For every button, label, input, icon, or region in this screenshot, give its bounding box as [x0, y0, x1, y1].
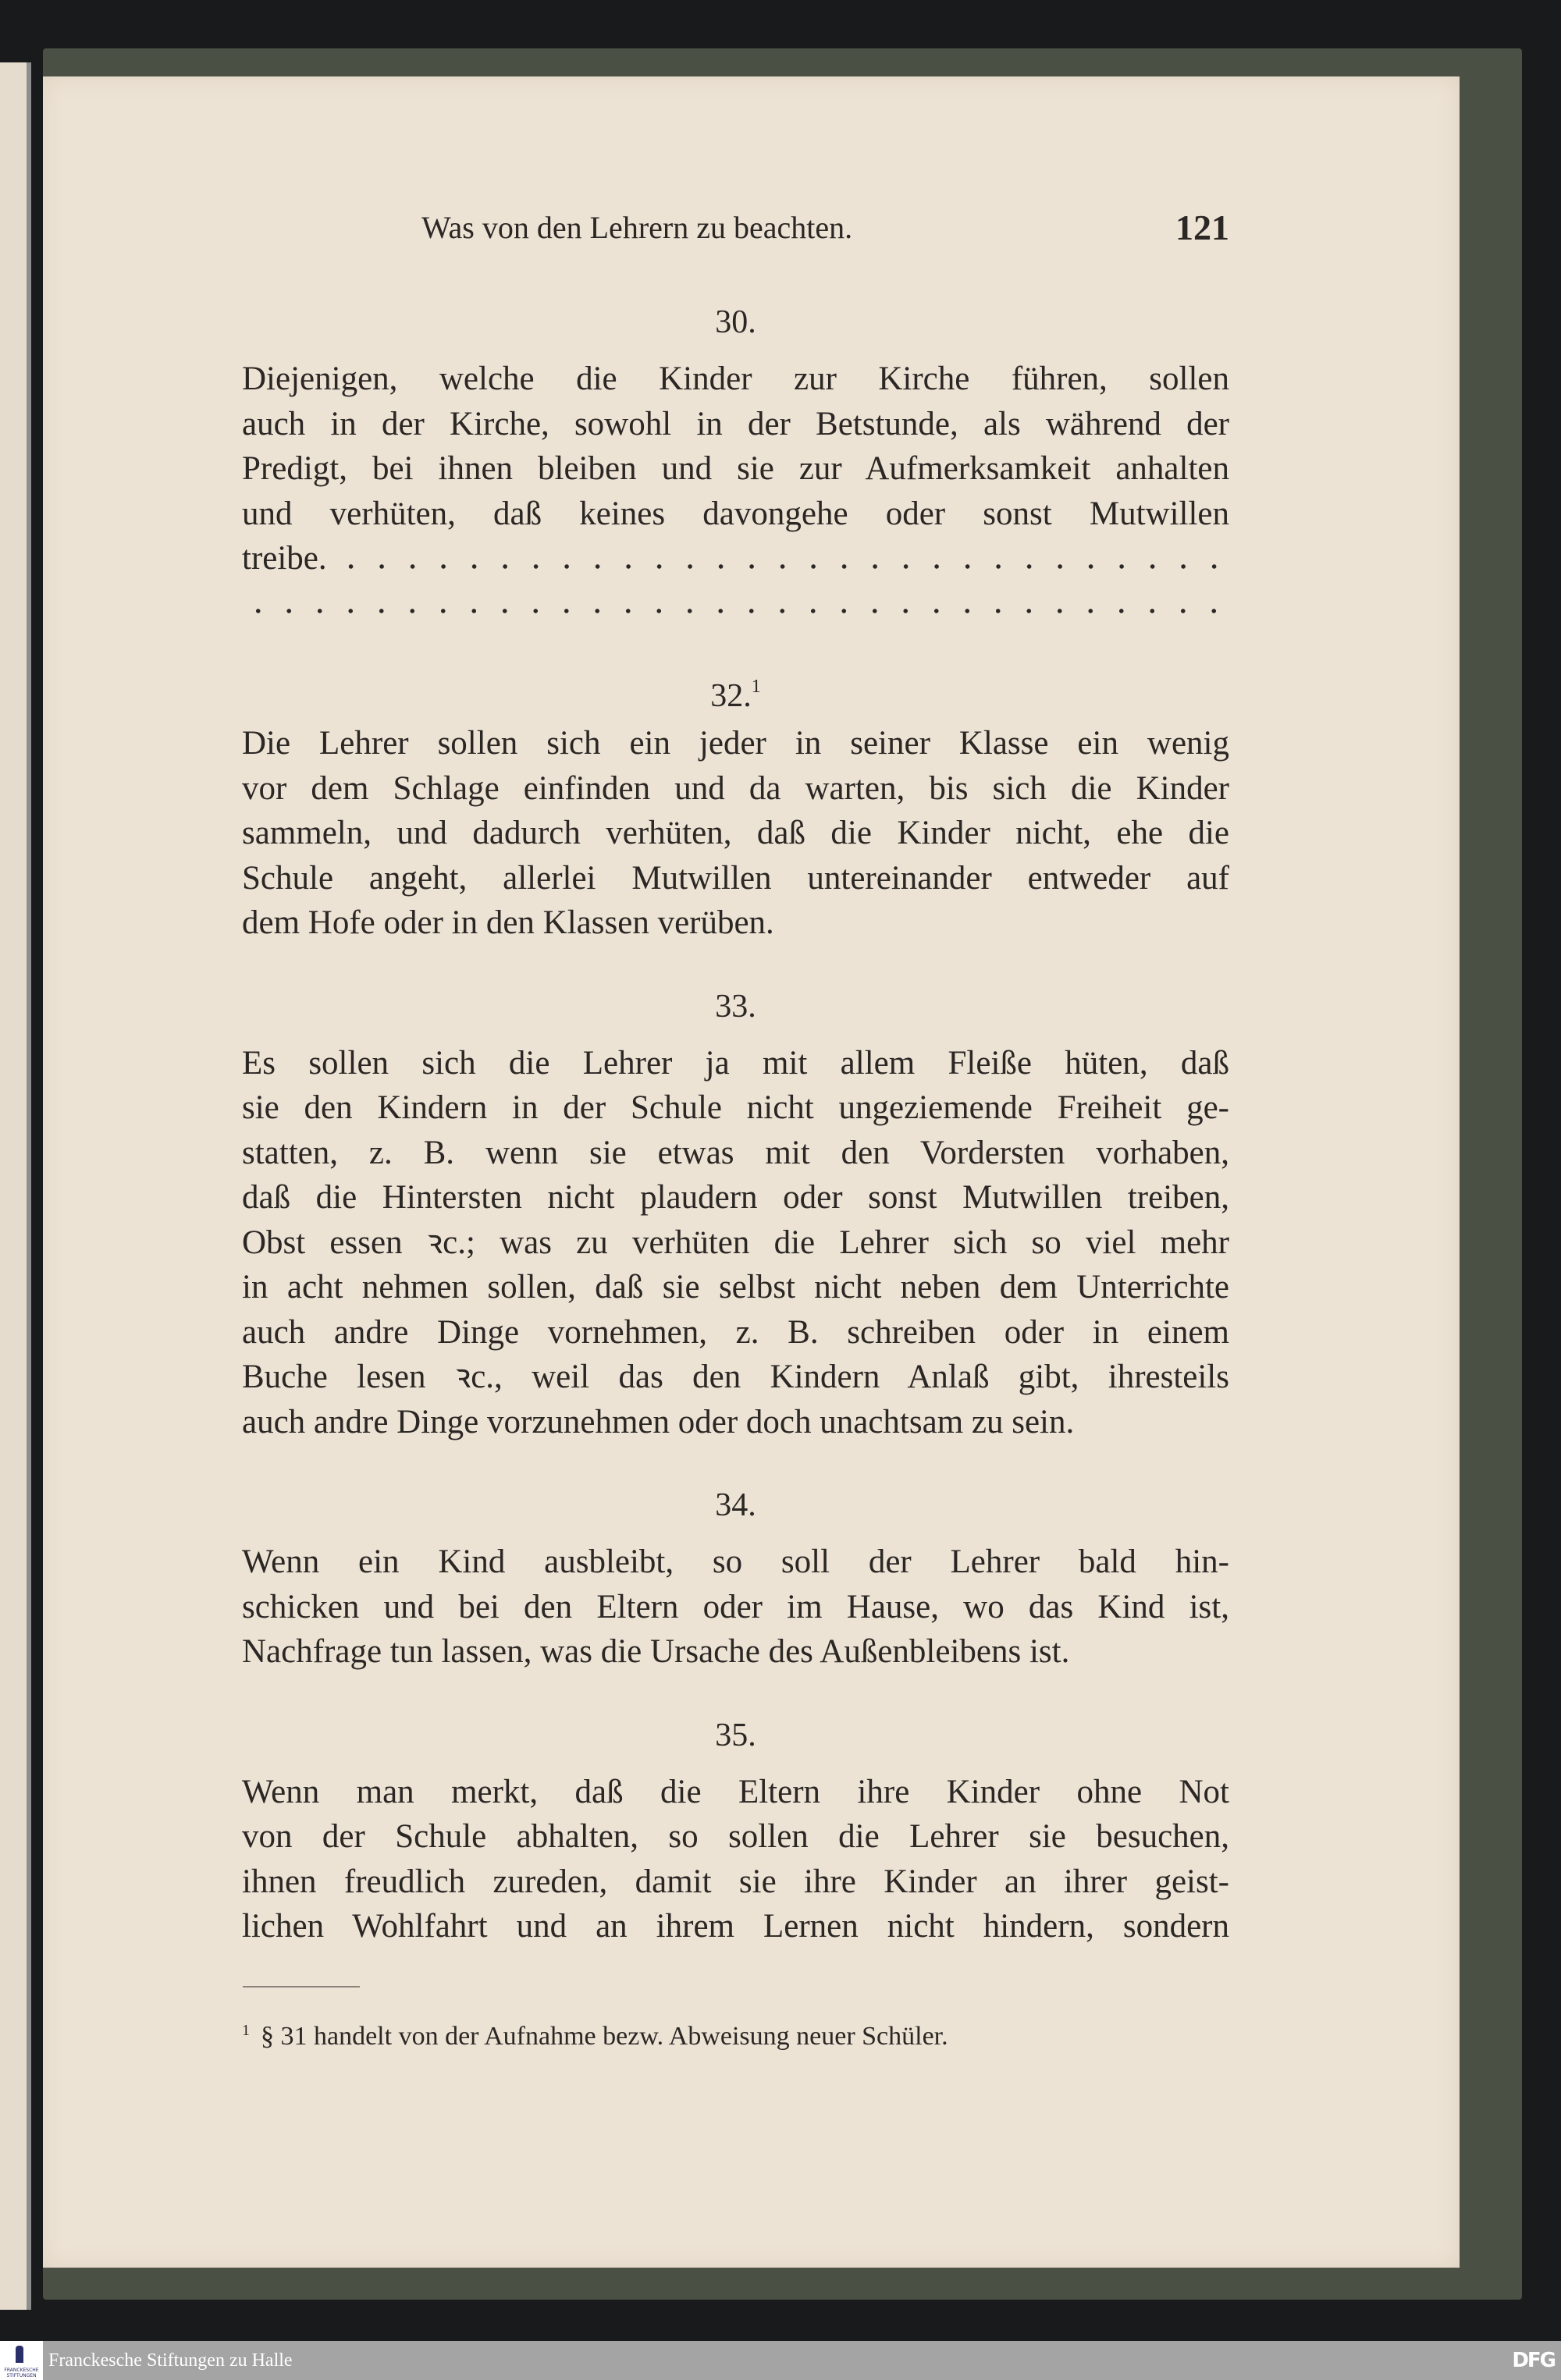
text-line-content: statten, z. B. wenn sie etwas mit den Vordersten vorhaben,	[242, 1134, 1229, 1171]
institution-logo	[0, 2341, 43, 2380]
text-line	[242, 1085, 1229, 1131]
section-number	[242, 665, 1229, 714]
text-line-content: Die Lehrer sollen sich ein jeder in seiner Klasse ein wenig	[242, 725, 1229, 762]
text-line	[242, 856, 1229, 901]
text-line	[242, 721, 1229, 766]
text-line-content: auch in der Kirche, sowohl in der Betstunde, als während der	[242, 405, 1229, 442]
text-line	[242, 1770, 1229, 1815]
text-line	[242, 1629, 1229, 1675]
text-line	[242, 1265, 1229, 1310]
text-line-content: sammeln, und dadurch verhüten, daß die Kinder nicht, ehe die	[242, 815, 1229, 851]
ellipsis-dots	[343, 563, 1229, 570]
text-line-content: von der Schule abhalten, so sollen die Lehrer sie besuchen,	[242, 1818, 1229, 1855]
text-line-content: und verhüten, daß keines davongehe oder sonst Mutwillen	[242, 495, 1229, 532]
text-line-content: Predigt, bei ihnen bleiben und sie zur Aufmerksamkeit anhalten	[242, 450, 1229, 487]
text-line-content: Obst essen ꝛc.; was zu verhüten die Lehrer sich so viel mehr	[242, 1224, 1229, 1261]
text-line-content: ihnen freudlich zureden, damit sie ihre Kinder an ihrer geist-	[242, 1863, 1229, 1900]
footnote-reference: 1	[751, 677, 761, 697]
section-33	[242, 985, 1229, 1445]
text-line	[242, 900, 1229, 946]
text-line	[242, 1400, 1229, 1445]
logo-figure-icon	[16, 2346, 23, 2363]
text-line-content: dem Hofe oder in den Klassen verüben.	[242, 904, 774, 941]
footnote-rule	[243, 1986, 360, 1987]
text-line-content: Es sollen sich die Lehrer ja mit allem Fleiße hüten, daß	[242, 1044, 1229, 1082]
text-line	[242, 402, 1229, 447]
text-line-content: Nachfrage tun lassen, was die Ursache des Außenbleibens ist.	[242, 1633, 1070, 1670]
text-line-content: Diejenigen, welche die Kinder zur Kirche führen, sollen	[242, 361, 1229, 397]
section-number-text: 34.	[715, 1487, 756, 1523]
text-line	[242, 1904, 1229, 1949]
section-number	[242, 300, 1229, 345]
footnote	[242, 2013, 948, 2054]
text-line	[242, 1220, 1229, 1266]
section-35	[242, 1714, 1229, 1949]
section-number-text: 32.	[710, 678, 752, 714]
text-line-content: auch andre Dinge vornehmen, z. B. schreiben oder in einem	[242, 1313, 1229, 1351]
text-line-content: daß die Hintersten nicht plaudern oder sonst Mutwillen treiben,	[242, 1179, 1229, 1216]
text-line	[242, 1310, 1229, 1355]
section-30	[242, 300, 1229, 626]
text-line-content: Schule angeht, allerlei Mutwillen untereinander entweder auf	[242, 859, 1229, 897]
logo-caption: FRANCKESCHE STIFTUNGEN	[4, 2368, 39, 2378]
text-line-content: auch andre Dinge vorzunehmen oder doch unachtsam zu sein.	[242, 1403, 1075, 1440]
section-number	[242, 1714, 1229, 1758]
text-line	[242, 1131, 1229, 1176]
section-number-text: 35.	[715, 1717, 756, 1753]
text-line-content: schicken und bei den Eltern oder im Hause, wo das Kind ist,	[242, 1588, 1229, 1625]
text-line	[242, 766, 1229, 812]
section-number-text: 30.	[715, 304, 756, 340]
dfg-logo: DFG	[1512, 2349, 1555, 2372]
ellipsis-dots	[242, 608, 1229, 614]
text-line-content: vor dem Schlage einfinden und da warten, bis sich die Kinder	[242, 769, 1229, 807]
text-line-content: lichen Wohlfahrt und an ihrem Lernen nicht hindern, sondern	[242, 1908, 1229, 1945]
text-line	[242, 492, 1229, 537]
text-line	[242, 446, 1229, 492]
footnote-text: § 31 handelt von der Aufnahme bezw. Abweisung neuer Schüler.	[261, 2022, 948, 2051]
section-number-text: 33.	[715, 988, 756, 1025]
text-line-content: in acht nehmen sollen, daß sie selbst nicht neben dem Unterrichte	[242, 1269, 1229, 1305]
text-line	[242, 1814, 1229, 1860]
page-number: 121	[1175, 208, 1229, 247]
section-number	[242, 1483, 1229, 1528]
text-line-content: Wenn ein Kind ausbleibt, so soll der Lehrer bald hin-	[242, 1543, 1229, 1580]
section-34	[242, 1483, 1229, 1675]
running-head	[242, 204, 1229, 251]
text-line	[242, 536, 1229, 581]
page-body	[242, 261, 1229, 1949]
section-number	[242, 985, 1229, 1029]
text-line	[242, 1355, 1229, 1400]
text-line	[242, 811, 1229, 856]
text-line-content: sie den Kindern in der Schule nicht ungeziemende Freiheit ge-	[242, 1089, 1229, 1126]
running-title: Was von den Lehrern zu beachten.	[421, 210, 853, 245]
viewer-footer-bar	[0, 2341, 1561, 2380]
previous-page-edge	[0, 62, 31, 2310]
text-line-content: treibe.	[242, 540, 327, 577]
text-line	[242, 1540, 1229, 1585]
text-line-content: Wenn man merkt, daß die Eltern ihre Kinder ohne Not	[242, 1773, 1229, 1810]
text-line	[242, 357, 1229, 402]
text-line	[242, 1175, 1229, 1220]
omission-dotted-line	[242, 581, 1229, 627]
section-32	[242, 665, 1229, 946]
footnote-mark: 1	[242, 2022, 250, 2039]
text-line-content: Buche lesen ꝛc., weil das den Kindern Anlaß gibt, ihresteils	[242, 1359, 1229, 1395]
text-line	[242, 1041, 1229, 1086]
institution-name: Franckesche Stiftungen zu Halle	[48, 2350, 293, 2371]
text-line	[242, 1585, 1229, 1630]
text-line	[242, 1860, 1229, 1905]
